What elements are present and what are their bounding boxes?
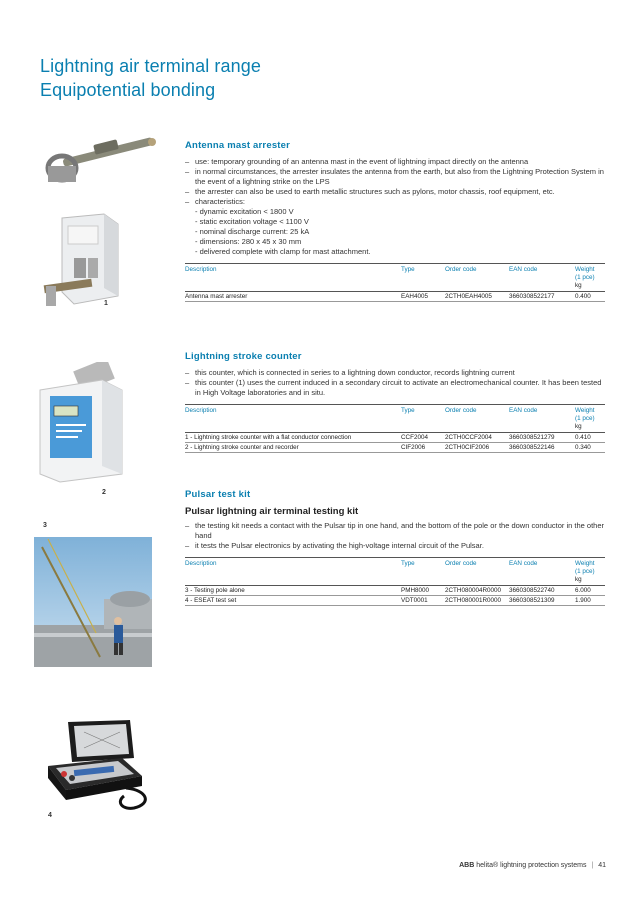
col-header-ean-code: EAN code <box>507 264 573 292</box>
footer-text: helita® lightning protection systems <box>476 862 587 869</box>
figure-4-label: 4 <box>48 812 52 819</box>
page-header <box>40 54 261 102</box>
cell-description: 2 - Lightning stroke counter and recorder <box>185 443 399 453</box>
col-header-ean-code: EAN code <box>507 405 573 433</box>
col-header-order-code: Order code <box>443 405 507 433</box>
figure-1-label: 1 <box>104 300 108 307</box>
col-header-description: Description <box>185 558 399 586</box>
col-header-weight: Weight (1 pce) kg <box>573 558 605 586</box>
col-header-order-code: Order code <box>443 264 507 292</box>
bullet-item: – it tests the Pulsar electronics by activating the high-voltage internal circuit of the Pulsar. <box>185 541 484 550</box>
cell-weight: 0.340 <box>573 443 605 453</box>
bullet-item: – this counter (1) uses the current induced in a secondary circuit to activate an electromechanical counter. It has been tested in High Voltage laboratories and in situ. <box>185 378 602 397</box>
table-row <box>185 596 605 606</box>
cell-description: 4 - ESEAT test set <box>185 596 399 606</box>
bullet-item: – use: temporary grounding of an antenna mast in the event of lightning impact directly on the antenna <box>185 157 529 166</box>
characteristic-item: - dynamic excitation < 1800 V <box>195 207 294 216</box>
cell-order-code: 2CTH0CCF2004 <box>443 433 507 443</box>
cell-weight: 0.400 <box>573 292 605 302</box>
cell-type: CIF2006 <box>399 443 443 453</box>
cell-ean-code: 3660308522146 <box>507 443 573 453</box>
col-header-weight: Weight (1 pce) kg <box>573 405 605 433</box>
bullet-item: – this counter, which is connected in series to a lightning down conductor, records lightning current <box>185 368 515 377</box>
cell-type: PMH8000 <box>399 586 443 596</box>
page-footer <box>459 862 606 869</box>
cell-description: 3 - Testing pole alone <box>185 586 399 596</box>
cell-description: Antenna mast arrester <box>185 292 399 302</box>
cell-order-code: 2CTH080001R0000 <box>443 596 507 606</box>
characteristic-item: - nominal discharge current: 25 kA <box>195 227 310 236</box>
lightning-stroke-counter-image <box>36 362 126 484</box>
eseat-test-set-photo <box>38 718 156 812</box>
pulsar-test-kit-section <box>185 489 605 606</box>
stroke-counter-unit-image <box>40 212 130 312</box>
table-row <box>185 433 605 443</box>
product-table <box>185 263 605 302</box>
figure-3-label: 3 <box>43 522 47 529</box>
antenna-mast-arrester-section <box>185 140 605 302</box>
cell-order-code: 2CTH0CIF2006 <box>443 443 507 453</box>
testing-pole-rooftop-photo <box>34 537 152 667</box>
lightning-stroke-counter-section <box>185 351 605 453</box>
figure-2-label: 2 <box>102 489 106 496</box>
col-header-type: Type <box>399 558 443 586</box>
bullet-item: – characteristics: <box>185 197 246 206</box>
page-title: Lightning air terminal range <box>40 56 261 76</box>
antenna-mast-arrester-image <box>34 128 164 208</box>
cell-ean-code: 3660308521279 <box>507 433 573 443</box>
col-header-order-code: Order code <box>443 558 507 586</box>
table-row <box>185 292 605 302</box>
cell-ean-code: 3660308521309 <box>507 596 573 606</box>
section-title: Antenna mast arrester <box>185 140 291 151</box>
col-header-type: Type <box>399 405 443 433</box>
cell-description: 1 - Lightning stroke counter with a flat conductor connection <box>185 433 399 443</box>
section-title: Pulsar test kit <box>185 489 251 500</box>
characteristic-item: - static excitation voltage < 1100 V <box>195 217 309 226</box>
cell-type: CCF2004 <box>399 433 443 443</box>
characteristic-item: - dimensions: 280 x 45 x 30 mm <box>195 237 302 246</box>
product-table <box>185 557 605 606</box>
cell-weight: 6.000 <box>573 586 605 596</box>
table-row <box>185 586 605 596</box>
bullet-item: – the arrester can also be used to earth metallic structures such as pylons, motor chassis, roof equipment, etc. <box>185 187 555 196</box>
page-number: 41 <box>598 862 606 869</box>
product-table <box>185 404 605 453</box>
footer-separator: | <box>591 862 594 869</box>
col-header-weight: Weight (1 pce) kg <box>573 264 605 292</box>
cell-ean-code: 3660308522740 <box>507 586 573 596</box>
section-title: Lightning stroke counter <box>185 351 302 362</box>
cell-type: EAH4005 <box>399 292 443 302</box>
characteristic-item: - delivered complete with clamp for mast attachment. <box>195 247 371 256</box>
bullet-item: – in normal circumstances, the arrester insulates the antenna from the earth, but also from the Lightning Protection System in the event of a lightning strike on the LPS <box>185 167 604 186</box>
bullet-item: – the testing kit needs a contact with the Pulsar tip in one hand, and the bottom of the pole or the down conductor in the other hand <box>185 521 605 540</box>
cell-order-code: 2CTH0EAH4005 <box>443 292 507 302</box>
cell-ean-code: 3660308522177 <box>507 292 573 302</box>
cell-order-code: 2CTH080004R0000 <box>443 586 507 596</box>
cell-type: VDT0001 <box>399 596 443 606</box>
footer-brand: ABB <box>459 862 475 869</box>
cell-weight: 1.900 <box>573 596 605 606</box>
col-header-description: Description <box>185 405 399 433</box>
col-header-type: Type <box>399 264 443 292</box>
page-subtitle: Equipotential bonding <box>40 80 216 100</box>
col-header-ean-code: EAN code <box>507 558 573 586</box>
table-row <box>185 443 605 453</box>
col-header-description: Description <box>185 264 399 292</box>
cell-weight: 0.410 <box>573 433 605 443</box>
section-subtitle: Pulsar lightning air terminal testing kit <box>185 506 359 517</box>
